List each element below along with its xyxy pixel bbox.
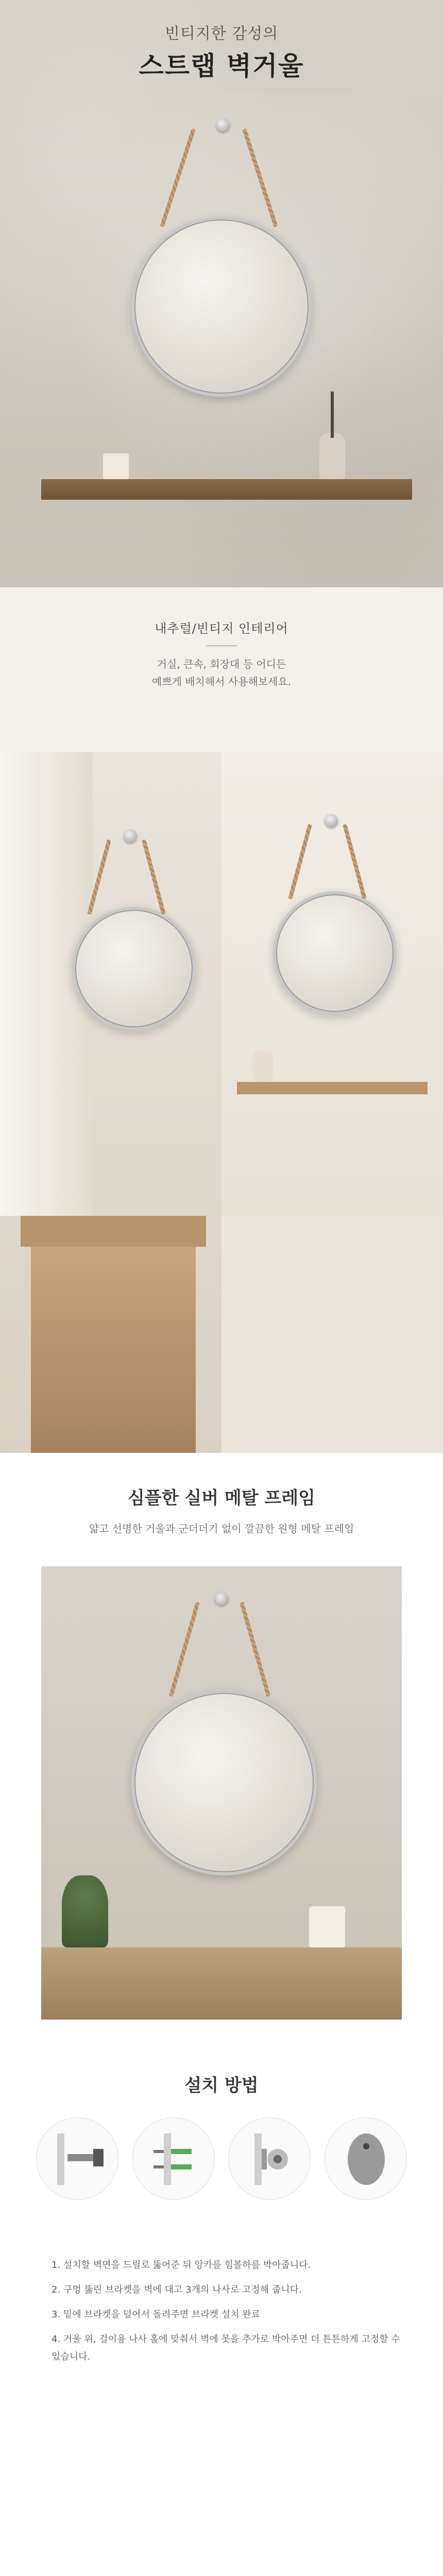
hero-section (0, 0, 443, 587)
hanging-knob (216, 118, 230, 132)
hanging-knob (215, 1592, 228, 1605)
wainscot (222, 1216, 443, 1453)
table-top (41, 1947, 402, 2020)
shelf-decor (252, 1051, 273, 1082)
strap-right (142, 839, 166, 915)
wall-shelf (237, 1082, 428, 1094)
install-step-4: 4. 거울 위, 걸이용 나사 홀에 맞춰서 벽에 못을 추가로 박아주면 더 튼튼하게 고정할 수 있습니다. (52, 2334, 400, 2362)
strap-left (169, 1602, 200, 1697)
install-step-2: 2. 구멍 뚫린 브라켓을 벽에 대고 3개의 나사로 고정해 줍니다. (52, 2284, 302, 2295)
install-steps-list (52, 2257, 402, 2373)
room-photo-left (0, 752, 222, 1453)
install-title: 설치 방법 (184, 2075, 259, 2096)
mirror-image (72, 907, 196, 1030)
vanity-desk (21, 1216, 206, 1247)
step-plate-icon (325, 2117, 407, 2200)
hanging-knob (124, 829, 137, 843)
step-drill-icon (36, 2117, 118, 2200)
cup-decor (103, 453, 129, 479)
mirror-image (131, 1690, 317, 1875)
plant-decor (62, 1875, 108, 1947)
hero-title: 스트랩 벽거울 (139, 51, 304, 81)
room-photo-right (222, 752, 443, 1453)
interior-desc-line1: 거실, 큰속, 회장대 등 어디든 (157, 658, 286, 670)
step-anchor-icon (132, 2117, 215, 2200)
vanity-legs (31, 1247, 196, 1453)
frame-heading (0, 1484, 443, 1535)
frame-section (0, 1453, 443, 2040)
hero-subtitle: 빈티지한 감성의 (164, 25, 279, 43)
step-bracket-icon (228, 2117, 311, 2200)
console-shelf (41, 479, 412, 500)
interior-label (0, 618, 443, 690)
install-step-3: 3. 밑에 브라켓을 덮어서 돌려주면 브라켓 설치 완료 (52, 2309, 260, 2320)
install-step-1: 1. 설치할 벽면을 드릴로 뚫어준 뒤 앙카를 힘볼하를 박아줍니다. (52, 2260, 311, 2270)
hanging-knob (325, 814, 338, 827)
interior-title: 내추럴/빈티지 인테리어 (155, 621, 288, 636)
strap-right (240, 1602, 270, 1697)
frame-title: 심플한 실버 메탈 프레임 (128, 1488, 315, 1509)
strap-right (343, 824, 367, 900)
install-heading (0, 2071, 443, 2096)
interior-section (0, 587, 443, 1453)
components-section (0, 2545, 443, 2576)
mug-decor (309, 1906, 345, 1947)
plant-stems (331, 392, 334, 438)
strap-left (288, 824, 312, 900)
frame-desc: 얇고 선명한 거울과 군더더기 없이 깔끔한 원형 메탈 프레임 (89, 1522, 354, 1535)
install-section (0, 2040, 443, 2545)
vase-decor (319, 433, 345, 479)
install-steps-illustrations (36, 2117, 407, 2200)
interior-desc-line2: 예쁘게 배치해서 사용해보세요. (151, 675, 292, 688)
mirror-image (273, 891, 397, 1015)
mirror-image (131, 216, 312, 397)
frame-photo (41, 1566, 402, 2020)
